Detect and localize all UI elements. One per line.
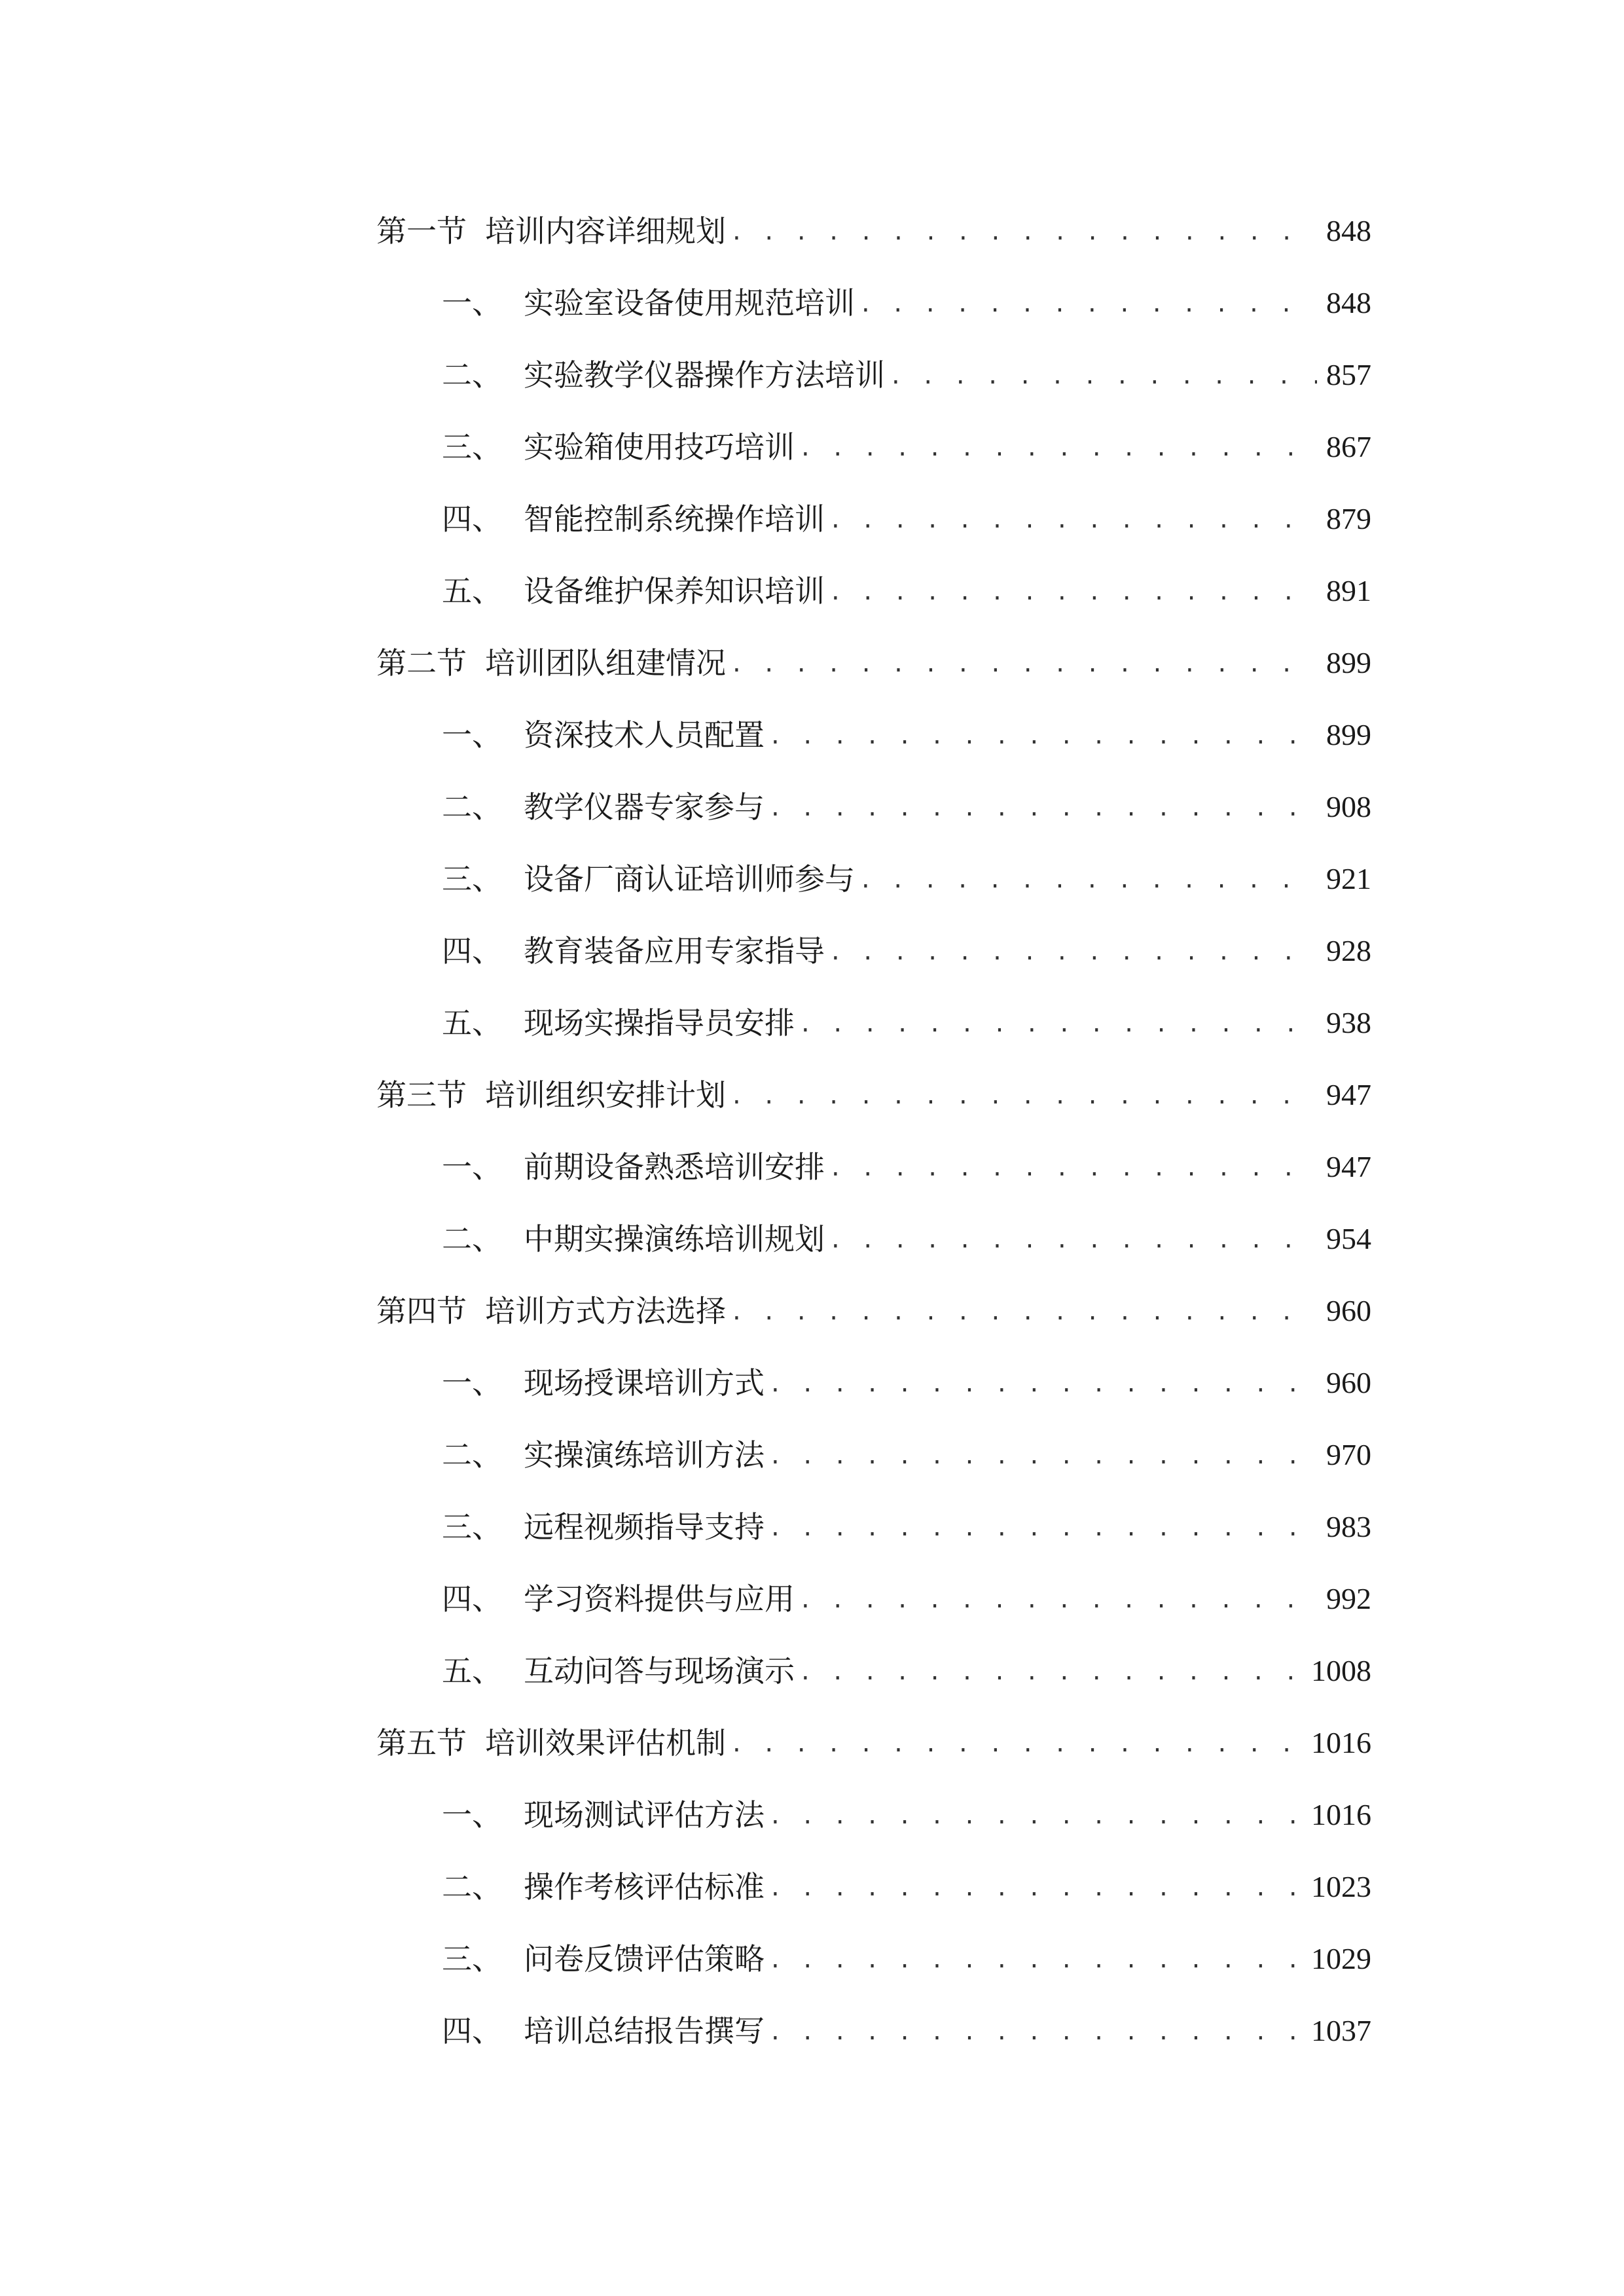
dot-leader	[771, 1442, 1317, 1468]
toc-entry-title: 培训方式方法选择	[485, 1293, 726, 1329]
toc-entry-title: 教学仪器专家参与	[524, 789, 765, 825]
dot-leader	[771, 2018, 1302, 2044]
toc-item-number: 三、	[442, 861, 502, 897]
toc-page-number: 1023	[1311, 1870, 1371, 1903]
toc-entry[interactable]	[376, 267, 1371, 339]
toc-page-number: 908	[1326, 790, 1371, 823]
toc-item-number: 一、	[442, 1797, 502, 1833]
toc-entry[interactable]	[376, 1635, 1371, 1707]
toc-page-number: 891	[1326, 574, 1371, 607]
toc-item-number: 五、	[442, 1005, 502, 1041]
toc-page-number: 992	[1326, 1582, 1371, 1615]
toc-entry-label	[442, 1365, 765, 1401]
toc-entry[interactable]	[376, 483, 1371, 555]
toc-item-number: 四、	[442, 2013, 502, 2049]
toc-entry[interactable]	[376, 1995, 1371, 2067]
toc-page-number: 848	[1326, 286, 1371, 319]
toc-item-number: 一、	[442, 1365, 502, 1401]
toc-entry[interactable]	[376, 1203, 1371, 1275]
toc-section-number: 第四节	[376, 1293, 467, 1329]
toc-entry-title: 实验教学仪器操作方法培训	[524, 357, 885, 393]
toc-page-number: 1016	[1311, 1726, 1371, 1759]
toc-entry-label	[442, 1005, 795, 1041]
toc-page-number: 857	[1326, 358, 1371, 391]
dot-leader	[771, 1946, 1302, 1972]
dot-leader	[732, 218, 1317, 244]
toc-entry-title: 现场测试评估方法	[524, 1797, 765, 1833]
dot-leader	[771, 1802, 1302, 1828]
toc-entry-title: 实验室设备使用规范培训	[524, 285, 855, 321]
toc-entry[interactable]	[376, 1347, 1371, 1419]
toc-entry-title: 操作考核评估标准	[524, 1869, 765, 1905]
toc-page-number: 938	[1326, 1006, 1371, 1039]
dot-leader	[801, 1658, 1302, 1684]
toc-section-number: 第一节	[376, 213, 467, 249]
toc-page-number: 921	[1326, 862, 1371, 895]
dot-leader	[831, 506, 1317, 532]
toc-item-number: 二、	[442, 357, 502, 393]
dot-leader	[771, 1514, 1317, 1540]
toc-entry[interactable]	[376, 1923, 1371, 1995]
toc-entry-label	[442, 429, 795, 465]
toc-entry-title: 中期实操演练培训规划	[524, 1221, 825, 1257]
toc-entry[interactable]	[376, 627, 1371, 699]
toc-page-number: 947	[1326, 1078, 1371, 1111]
toc-page-number: 970	[1326, 1438, 1371, 1471]
toc-item-number: 一、	[442, 285, 502, 321]
dot-leader	[771, 722, 1317, 748]
dot-leader	[801, 434, 1317, 460]
toc-item-number: 四、	[442, 501, 502, 537]
toc-entry-label	[442, 1437, 765, 1473]
dot-leader	[801, 1586, 1317, 1612]
toc-entry-label	[442, 1149, 825, 1185]
toc-entry[interactable]	[376, 1491, 1371, 1563]
toc-page-number: 879	[1326, 502, 1371, 535]
toc-entry-label	[442, 1221, 825, 1257]
toc-entry-title: 资深技术人员配置	[524, 717, 765, 753]
dot-leader	[892, 362, 1317, 388]
toc-item-number: 四、	[442, 933, 502, 969]
dot-leader	[801, 1010, 1317, 1036]
toc-entry-title: 前期设备熟悉培训安排	[524, 1149, 825, 1185]
toc-entry-title: 培训效果评估机制	[485, 1725, 726, 1761]
dot-leader	[732, 1730, 1302, 1756]
toc-page-number: 1008	[1311, 1654, 1371, 1687]
toc-entry-title: 培训内容详细规划	[485, 213, 726, 249]
toc-page-number: 1029	[1311, 1942, 1371, 1975]
toc-entry[interactable]	[376, 195, 1371, 267]
toc-entry-label	[376, 1077, 726, 1113]
toc-entry-title: 远程视频指导支持	[524, 1509, 765, 1545]
toc-entry[interactable]	[376, 411, 1371, 483]
toc-entry-title: 互动问答与现场演示	[524, 1653, 795, 1689]
toc-entry[interactable]	[376, 1419, 1371, 1491]
toc-page-number: 928	[1326, 934, 1371, 967]
toc-entry[interactable]	[376, 915, 1371, 987]
toc-entry[interactable]	[376, 1563, 1371, 1635]
toc-item-number: 三、	[442, 429, 502, 465]
dot-leader	[771, 1370, 1317, 1396]
toc-item-number: 二、	[442, 789, 502, 825]
toc-entry[interactable]	[376, 1779, 1371, 1851]
dot-leader	[732, 1298, 1317, 1324]
toc-entry-label	[442, 1653, 795, 1689]
toc-entry-title: 学习资料提供与应用	[524, 1581, 795, 1617]
toc-page-number: 954	[1326, 1222, 1371, 1255]
toc-page-number: 899	[1326, 718, 1371, 751]
dot-leader	[861, 290, 1317, 316]
toc-entry-title: 设备维护保养知识培训	[524, 573, 825, 609]
dot-leader	[771, 1874, 1302, 1900]
toc-entry[interactable]	[376, 843, 1371, 915]
toc-entry-label	[442, 1797, 765, 1833]
toc-entry-label	[376, 1293, 726, 1329]
toc-entry-label	[442, 789, 765, 825]
dot-leader	[732, 650, 1317, 676]
dot-leader	[771, 794, 1317, 820]
toc-section-number: 第三节	[376, 1077, 467, 1113]
toc-item-number: 一、	[442, 717, 502, 753]
toc-entry-label	[376, 213, 726, 249]
dot-leader	[831, 1154, 1317, 1180]
toc-entry-title: 实操演练培训方法	[524, 1437, 765, 1473]
toc-entry-title: 现场实操指导员安排	[524, 1005, 795, 1041]
toc-section-number: 第二节	[376, 645, 467, 681]
toc-entry-title: 教育装备应用专家指导	[524, 933, 825, 969]
dot-leader	[732, 1082, 1317, 1108]
toc-item-number: 二、	[442, 1437, 502, 1473]
toc-item-number: 二、	[442, 1221, 502, 1257]
toc-entry[interactable]	[376, 1059, 1371, 1131]
toc-entry-label	[442, 717, 765, 753]
toc-entry-label	[442, 2013, 765, 2049]
toc-entry-label	[442, 933, 825, 969]
toc-entry-label	[442, 285, 855, 321]
toc-entry-title: 问卷反馈评估策略	[524, 1941, 765, 1977]
table-of-contents	[376, 195, 1371, 2067]
toc-entry-label	[442, 1509, 765, 1545]
toc-entry-title: 设备厂商认证培训师参与	[524, 861, 855, 897]
toc-entry-title: 培训组织安排计划	[485, 1077, 726, 1113]
toc-entry[interactable]	[376, 699, 1371, 771]
toc-entry-title: 现场授课培训方式	[524, 1365, 765, 1401]
toc-item-number: 三、	[442, 1941, 502, 1977]
toc-entry-label	[442, 861, 855, 897]
toc-page-number: 1016	[1311, 1798, 1371, 1831]
toc-entry-label	[442, 1941, 765, 1977]
toc-page-number: 947	[1326, 1150, 1371, 1183]
toc-entry-label	[442, 357, 885, 393]
dot-leader	[831, 578, 1317, 604]
toc-entry[interactable]	[376, 555, 1371, 627]
toc-page-number: 983	[1326, 1510, 1371, 1543]
toc-section-number: 第五节	[376, 1725, 467, 1761]
toc-entry-label	[442, 1581, 795, 1617]
toc-entry[interactable]	[376, 987, 1371, 1059]
toc-entry-label	[442, 501, 825, 537]
dot-leader	[861, 866, 1317, 892]
toc-entry-label	[376, 645, 726, 681]
toc-item-number: 五、	[442, 1653, 502, 1689]
toc-entry-title: 培训总结报告撰写	[524, 2013, 765, 2049]
toc-entry[interactable]	[376, 339, 1371, 411]
toc-entry-title: 实验箱使用技巧培训	[524, 429, 795, 465]
toc-item-number: 一、	[442, 1149, 502, 1185]
toc-item-number: 四、	[442, 1581, 502, 1617]
toc-page-number: 1037	[1311, 2014, 1371, 2047]
toc-entry[interactable]	[376, 771, 1371, 843]
toc-item-number: 五、	[442, 573, 502, 609]
toc-entry-label	[376, 1725, 726, 1761]
toc-entry[interactable]	[376, 1707, 1371, 1779]
toc-entry[interactable]	[376, 1131, 1371, 1203]
toc-page-number: 848	[1326, 214, 1371, 247]
toc-entry[interactable]	[376, 1275, 1371, 1347]
toc-entry-label	[442, 1869, 765, 1905]
toc-entry-title: 培训团队组建情况	[485, 645, 726, 681]
dot-leader	[831, 1226, 1317, 1252]
toc-item-number: 三、	[442, 1509, 502, 1545]
toc-page-number: 867	[1326, 430, 1371, 463]
toc-page-number: 899	[1326, 646, 1371, 679]
toc-entry[interactable]	[376, 1851, 1371, 1923]
toc-page-number: 960	[1326, 1294, 1371, 1327]
toc-item-number: 二、	[442, 1869, 502, 1905]
toc-page-number: 960	[1326, 1366, 1371, 1399]
toc-entry-title: 智能控制系统操作培训	[524, 501, 825, 537]
dot-leader	[831, 938, 1317, 964]
toc-entry-label	[442, 573, 825, 609]
